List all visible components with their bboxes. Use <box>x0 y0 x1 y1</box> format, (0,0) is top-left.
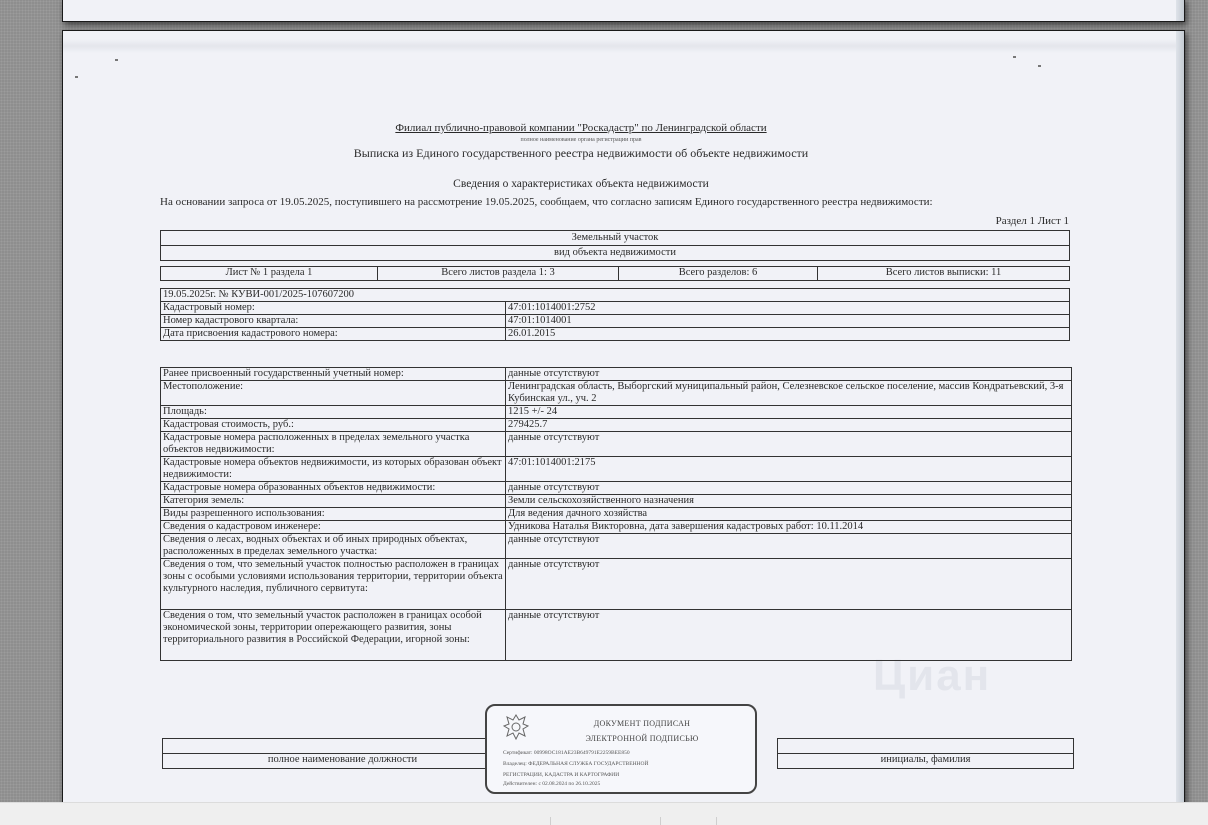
row-value: Ленинградская область, Выборгский муниципальный район, Селезневское сельское поселение, массив Кондратьевский, 3-я Кубинская ул., уч. 2 <box>506 381 1072 406</box>
table-row <box>161 406 1072 419</box>
position-caption: полное наименование должности <box>163 754 523 769</box>
sheet-number: Лист № 1 раздела 1 <box>161 267 378 281</box>
row-value: 279425.7 <box>506 419 1072 432</box>
name-blank <box>778 739 1074 754</box>
stamp-owner-2: РЕГИСТРАЦИИ, КАДАСТРА И КАРТОГРАФИИ <box>503 772 620 778</box>
row-label: Категория земель: <box>161 495 506 508</box>
row-label: Виды разрешенного использования: <box>161 508 506 521</box>
row-value: 26.01.2015 <box>506 328 1070 341</box>
row-value: Удникова Наталья Викторовна, дата завершения кадастровых работ: 10.11.2014 <box>506 521 1072 534</box>
row-label: Сведения о лесах, водных объектах и об иных природных объектах, расположенных в пределах земельного участка: <box>161 534 506 559</box>
section-title: Сведения о характеристиках объекта недвижимости <box>453 178 709 190</box>
section-sheets-total: Всего листов раздела 1: 3 <box>378 267 619 281</box>
stamp-owner-1: Владелец: ФЕДЕРАЛЬНАЯ СЛУЖБА ГОСУДАРСТВЕННОЙ <box>503 761 649 767</box>
row-label: Кадастровый номер: <box>161 302 506 315</box>
table-row <box>161 432 1072 457</box>
row-label: Сведения о том, что земельный участок расположен в границах особой экономической зоны, территории опережающего развития, зоны территориального развития в Российской Федерации, игорной зоны: <box>161 610 506 661</box>
table-row <box>161 457 1072 482</box>
org-header: Филиал публично-правовой компании "Роскадастр" по Ленинградской области <box>395 122 767 134</box>
extract-title: Выписка из Единого государственного реестра недвижимости об объекте недвижимости <box>353 146 809 160</box>
row-value: 1215 +/- 24 <box>506 406 1072 419</box>
extract-sheets-total: Всего листов выписки: 11 <box>818 267 1070 281</box>
page-edge <box>1176 0 1184 21</box>
stamp-certificate: Сертификат: 00998ОС181АЕ23В649791Е2259ВЕЕ850 <box>503 750 630 756</box>
table-row <box>161 610 1072 661</box>
row-label: Кадастровая стоимость, руб.: <box>161 419 506 432</box>
page-edge <box>1176 31 1184 811</box>
row-label: Кадастровые номера образованных объектов недвижимости: <box>161 482 506 495</box>
stamp-title-1: ДОКУМЕНТ ПОДПИСАН <box>593 719 691 728</box>
row-label: Номер кадастрового квартала: <box>161 315 506 328</box>
table-row <box>161 559 1072 610</box>
intro-text: На основании запроса от 19.05.2025, поступившего на рассмотрение 19.05.2025, сообщаем, что согласно записям Единого государственного реестра недвижимости: <box>160 196 933 208</box>
table-row <box>161 419 1072 432</box>
object-type-caption: вид объекта недвижимости <box>161 246 1070 261</box>
row-value: данные отсутствуют <box>506 534 1072 559</box>
table-row <box>161 495 1072 508</box>
table-row <box>161 328 1070 341</box>
position-blank <box>163 739 523 754</box>
sections-total: Всего разделов: 6 <box>619 267 818 281</box>
scan-speck <box>75 76 78 78</box>
watermark: Циан <box>873 651 992 700</box>
row-value: 47:01:1014001 <box>506 315 1070 328</box>
table-row <box>161 534 1072 559</box>
sheets-table <box>160 266 1070 281</box>
row-value: Земли сельскохозяйственного назначения <box>506 495 1072 508</box>
section-sheet-label: Раздел 1 Лист 1 <box>995 215 1069 227</box>
row-label: Сведения о том, что земельный участок полностью расположен в границах зоны с особыми условиями использования территории, территории объекта культурного наследия, публичного сервитута: <box>161 559 506 610</box>
request-id: 19.05.2025г. № КУВИ-001/2025-107607200 <box>161 289 1070 302</box>
row-value: данные отсутствуют <box>506 368 1072 381</box>
object-type-table <box>160 230 1070 261</box>
name-caption: инициалы, фамилия <box>778 754 1074 769</box>
row-value: Для ведения дачного хозяйства <box>506 508 1072 521</box>
characteristics-table <box>160 367 1072 661</box>
viewer-status-bar <box>0 802 1208 825</box>
table-row <box>161 302 1070 315</box>
scan-speck <box>1038 65 1041 67</box>
row-label: Местоположение: <box>161 381 506 406</box>
identification-table <box>160 288 1070 341</box>
row-value: данные отсутствуют <box>506 610 1072 661</box>
row-label: Сведения о кадастровом инженере: <box>161 521 506 534</box>
row-label: Кадастровые номера расположенных в пределах земельного участка объектов недвижимости: <box>161 432 506 457</box>
stamp-title-2: ЭЛЕКТРОННОЙ ПОДПИСЬЮ <box>585 734 699 743</box>
scan-speck <box>115 59 118 61</box>
e-signature-stamp <box>485 704 757 794</box>
table-row <box>161 381 1072 406</box>
row-value: 47:01:1014001:2752 <box>506 302 1070 315</box>
document-page <box>62 30 1185 812</box>
table-row <box>161 315 1070 328</box>
stamp-validity: Действителен: с 02.08.2024 по 26.10.2025 <box>503 781 601 787</box>
row-label: Дата присвоения кадастрового номера: <box>161 328 506 341</box>
table-row <box>161 368 1072 381</box>
row-label: Ранее присвоенный государственный учетный номер: <box>161 368 506 381</box>
table-row <box>161 521 1072 534</box>
row-value: данные отсутствуют <box>506 559 1072 610</box>
object-type: Земельный участок <box>161 231 1070 246</box>
org-subcaption: полное наименование органа регистрации прав <box>520 137 642 143</box>
row-label: Площадь: <box>161 406 506 419</box>
scan-band <box>63 39 1184 53</box>
row-label: Кадастровые номера объектов недвижимости, из которых образован объект недвижимости: <box>161 457 506 482</box>
scan-speck <box>1013 56 1016 58</box>
previous-page <box>62 0 1185 22</box>
table-row <box>161 482 1072 495</box>
table-row <box>161 508 1072 521</box>
coat-of-arms-icon <box>501 712 531 742</box>
row-value: данные отсутствуют <box>506 482 1072 495</box>
row-value: 47:01:1014001:2175 <box>506 457 1072 482</box>
row-value: данные отсутствуют <box>506 432 1072 457</box>
